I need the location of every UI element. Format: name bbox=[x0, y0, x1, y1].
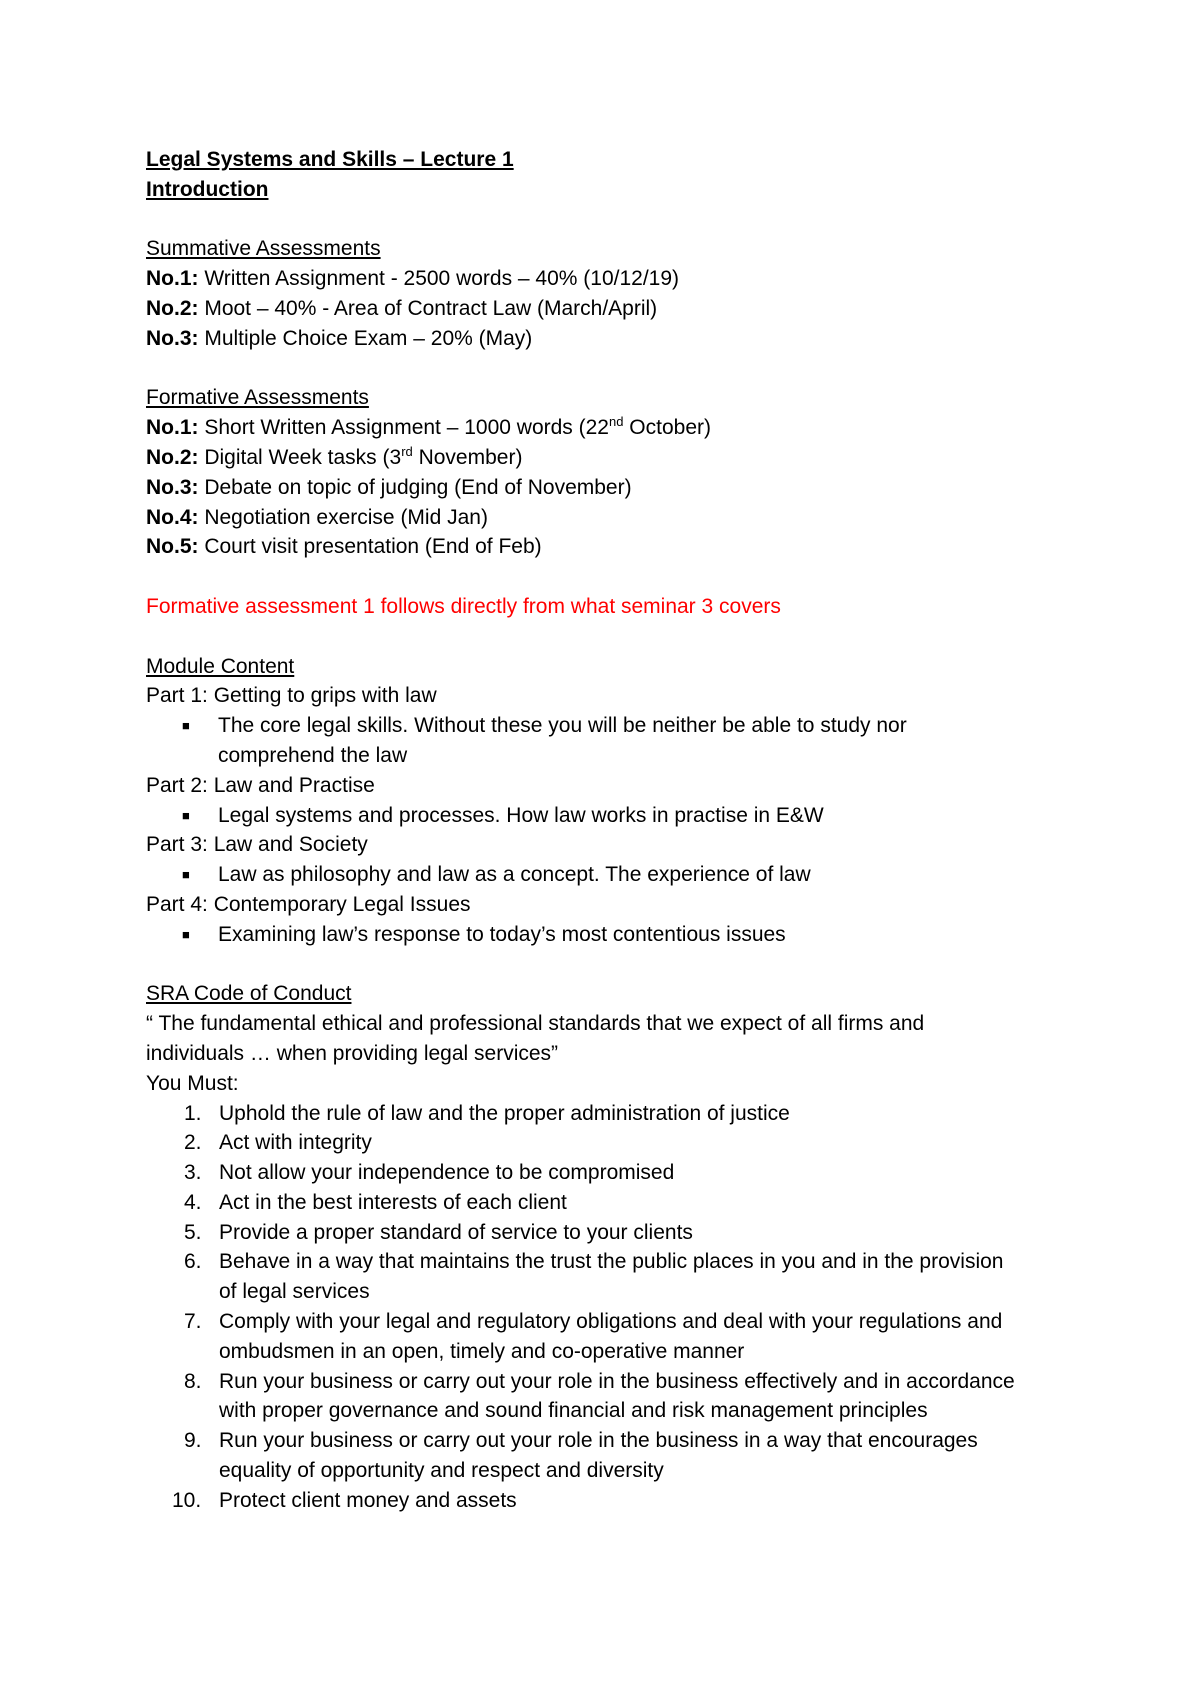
module-part-title: Part 1: Getting to grips with law bbox=[146, 684, 437, 708]
spacer bbox=[146, 622, 1086, 652]
list-item-text-line: Behave in a way that maintains the trust the public places in you and in the provision bbox=[219, 1250, 1004, 1274]
formative-item-text-end: November) bbox=[412, 445, 523, 469]
square-bullet-icon: ■ bbox=[182, 926, 190, 942]
module-content-heading: Module Content bbox=[146, 654, 295, 678]
formative-item bbox=[146, 532, 1086, 562]
list-number: 2. bbox=[184, 1131, 202, 1155]
document-title: Legal Systems and Skills – Lecture 1 bbox=[146, 148, 514, 171]
sra-heading: SRA Code of Conduct bbox=[146, 982, 352, 1006]
bullet-text-line: comprehend the law bbox=[218, 743, 408, 767]
module-part-bullet bbox=[146, 711, 1086, 771]
summative-item-label: No.2: bbox=[146, 296, 199, 320]
list-number-cell bbox=[146, 1099, 219, 1129]
list-item-text bbox=[219, 1426, 1086, 1486]
list-number-cell bbox=[146, 1367, 219, 1427]
sra-list-item bbox=[146, 1099, 1086, 1129]
summative-item-label: No.3: bbox=[146, 326, 199, 350]
list-item-text: Protect client money and assets bbox=[219, 1488, 517, 1512]
square-bullet-icon: ■ bbox=[182, 807, 190, 823]
module-part-title: Part 3: Law and Society bbox=[146, 833, 368, 857]
formative-item-text-end: October) bbox=[623, 416, 711, 440]
bullet-text: Examining law’s response to today’s most contentious issues bbox=[218, 922, 786, 946]
list-number: 7. bbox=[184, 1310, 202, 1334]
summative-item bbox=[146, 324, 1086, 354]
document-subtitle: Introduction bbox=[146, 177, 269, 201]
list-item-text-line: Run your business or carry out your role in the business in a way that encourages bbox=[219, 1429, 978, 1453]
list-item-text-line: equality of opportunity and respect and diversity bbox=[219, 1459, 664, 1483]
bullet-text bbox=[218, 711, 1086, 771]
formative-item bbox=[146, 413, 1086, 443]
formative-item-label: No.1: bbox=[146, 416, 199, 440]
list-number: 9. bbox=[184, 1429, 202, 1453]
highlight-note: Formative assessment 1 follows directly from what seminar 3 covers bbox=[146, 594, 781, 618]
list-number-cell bbox=[146, 1307, 219, 1367]
formative-item-text: Short Written Assignment – 1000 words (22 bbox=[198, 416, 609, 440]
list-item-text-line: with proper governance and sound financial and risk management principles bbox=[219, 1399, 928, 1423]
spacer bbox=[146, 354, 1086, 384]
list-number: 10. bbox=[172, 1488, 202, 1512]
module-part-bullet bbox=[146, 920, 1086, 950]
list-number-cell bbox=[146, 1158, 219, 1188]
square-bullet-icon: ■ bbox=[182, 867, 190, 883]
formative-item bbox=[146, 443, 1086, 473]
list-number: 6. bbox=[184, 1250, 202, 1274]
sra-list-item bbox=[146, 1307, 1086, 1367]
list-item-text bbox=[219, 1307, 1086, 1367]
sra-list-item bbox=[146, 1158, 1086, 1188]
document-page bbox=[146, 145, 1086, 1516]
list-number-cell bbox=[146, 1486, 219, 1516]
list-item-text: Act with integrity bbox=[219, 1131, 372, 1155]
square-bullet-icon: ■ bbox=[182, 718, 190, 734]
module-part-title: Part 2: Law and Practise bbox=[146, 773, 375, 797]
summative-item-text: Moot – 40% - Area of Contract Law (March/April) bbox=[198, 296, 658, 320]
formative-heading: Formative Assessments bbox=[146, 386, 369, 410]
formative-item bbox=[146, 503, 1086, 533]
ordinal-suffix: nd bbox=[608, 414, 624, 430]
module-part-bullet bbox=[146, 801, 1086, 831]
list-number-cell bbox=[146, 1188, 219, 1218]
summative-item bbox=[146, 264, 1086, 294]
module-part-bullet bbox=[146, 860, 1086, 890]
sra-quote-line: “ The fundamental ethical and professional standards that we expect of all firms and bbox=[146, 1012, 925, 1036]
sra-quote-line: individuals … when providing legal services” bbox=[146, 1041, 559, 1065]
list-number-cell bbox=[146, 1426, 219, 1486]
list-item-text: Not allow your independence to be compromised bbox=[219, 1161, 675, 1185]
list-number-cell bbox=[146, 1247, 219, 1307]
formative-item-text: Debate on topic of judging (End of November) bbox=[198, 475, 632, 499]
list-number: 8. bbox=[184, 1369, 202, 1393]
bullet-text: Legal systems and processes. How law works in practise in E&W bbox=[218, 803, 824, 827]
sra-list-item bbox=[146, 1426, 1086, 1486]
list-item-text-line: ombudsmen in an open, timely and co-operative manner bbox=[219, 1339, 745, 1363]
summative-item-text: Written Assignment - 2500 words – 40% (10/12/19) bbox=[198, 267, 680, 291]
spacer bbox=[146, 562, 1086, 592]
formative-item-label: No.3: bbox=[146, 475, 199, 499]
list-item-text: Act in the best interests of each client bbox=[219, 1190, 567, 1214]
list-number: 4. bbox=[184, 1190, 202, 1214]
list-number: 5. bbox=[184, 1220, 202, 1244]
sra-intro: You Must: bbox=[146, 1071, 239, 1095]
list-item-text-line: Comply with your legal and regulatory obligations and deal with your regulations and bbox=[219, 1310, 1003, 1334]
list-number: 3. bbox=[184, 1161, 202, 1185]
sra-list-item bbox=[146, 1247, 1086, 1307]
list-item-text: Uphold the rule of law and the proper administration of justice bbox=[219, 1101, 790, 1125]
formative-item-label: No.4: bbox=[146, 505, 199, 529]
spacer bbox=[146, 205, 1086, 235]
module-part-title: Part 4: Contemporary Legal Issues bbox=[146, 892, 471, 916]
summative-item-text: Multiple Choice Exam – 20% (May) bbox=[198, 326, 533, 350]
sra-list-item bbox=[146, 1486, 1086, 1516]
spacer bbox=[146, 950, 1086, 980]
sra-list-item bbox=[146, 1188, 1086, 1218]
list-number-cell bbox=[146, 1218, 219, 1248]
list-item-text bbox=[219, 1247, 1086, 1307]
summative-item bbox=[146, 294, 1086, 324]
formative-item-label: No.5: bbox=[146, 535, 199, 559]
formative-item-text: Negotiation exercise (Mid Jan) bbox=[198, 505, 488, 529]
formative-item bbox=[146, 473, 1086, 503]
summative-item-label: No.1: bbox=[146, 267, 199, 291]
list-item-text-line: of legal services bbox=[219, 1280, 370, 1304]
formative-item-text: Digital Week tasks (3 bbox=[198, 445, 402, 469]
summative-heading: Summative Assessments bbox=[146, 237, 381, 261]
bullet-text: Law as philosophy and law as a concept. The experience of law bbox=[218, 863, 811, 887]
sra-list-item bbox=[146, 1128, 1086, 1158]
formative-item-text: Court visit presentation (End of Feb) bbox=[198, 535, 542, 559]
formative-item-label: No.2: bbox=[146, 445, 199, 469]
sra-list-item bbox=[146, 1367, 1086, 1427]
list-item-text: Provide a proper standard of service to your clients bbox=[219, 1220, 693, 1244]
bullet-text-line: The core legal skills. Without these you will be neither be able to study nor bbox=[218, 714, 907, 738]
sra-list-item bbox=[146, 1218, 1086, 1248]
list-item-text bbox=[219, 1367, 1086, 1427]
list-number-cell bbox=[146, 1128, 219, 1158]
ordinal-suffix: rd bbox=[401, 443, 413, 459]
list-number: 1. bbox=[184, 1101, 202, 1125]
list-item-text-line: Run your business or carry out your role in the business effectively and in accordance bbox=[219, 1369, 1015, 1393]
